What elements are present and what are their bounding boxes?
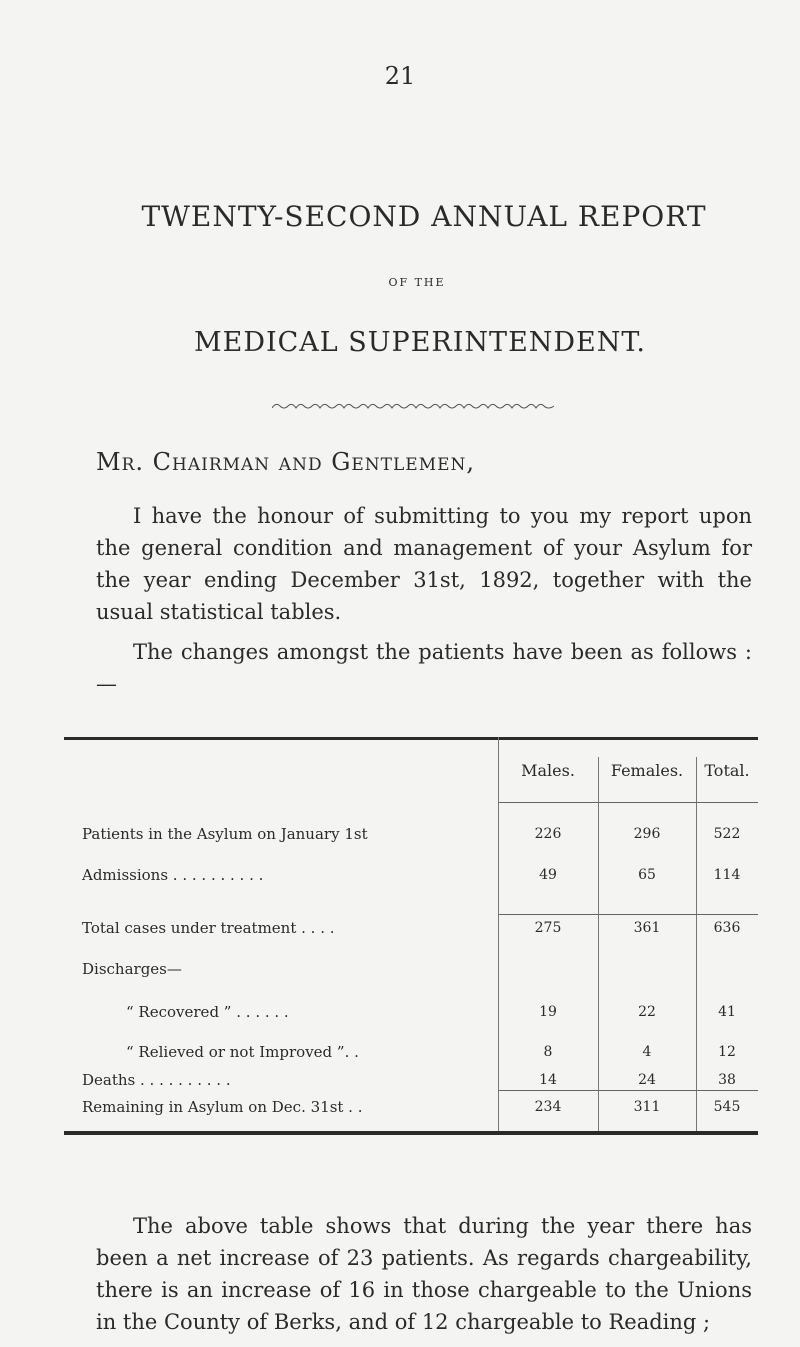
changes-paragraph: The changes amongst the patients have been as follows :—	[96, 640, 752, 696]
cell-males: 226	[534, 826, 562, 842]
cell-males: 275	[534, 920, 562, 936]
table-top-rule	[64, 737, 758, 740]
row-label: Admissions . . . . . . . . . .	[82, 866, 264, 884]
title-connector: OF THE	[388, 276, 446, 289]
cell-females: 296	[633, 826, 661, 842]
report-subtitle: MEDICAL SUPERINTENDENT.	[193, 327, 647, 358]
row-label: Remaining in Asylum on Dec. 31st . .	[82, 1098, 363, 1116]
column-header-total: Total.	[704, 761, 750, 780]
cell-total: 522	[713, 826, 741, 842]
cell-males: 19	[539, 1004, 557, 1020]
cell-total: 636	[713, 920, 741, 936]
cell-total: 114	[713, 867, 741, 883]
cell-males: 8	[543, 1044, 553, 1060]
cell-females: 24	[638, 1072, 656, 1088]
wave-ornament	[272, 400, 554, 412]
summary-paragraph: The above table shows that during the year there has been a net increase of 23 patients. As regards chargeability, there is an increase of 16 in those chargeable to the Unions in the County of Berks, and of 12 chargeable to Reading ;	[96, 1214, 752, 1334]
cell-males: 49	[539, 867, 557, 883]
total-rule	[498, 1090, 758, 1091]
cell-total: 12	[718, 1044, 736, 1060]
cell-females: 22	[638, 1004, 656, 1020]
row-label: “ Relieved or not Improved ”. .	[126, 1043, 359, 1061]
salutation: Mr. Chairman and Gentlemen,	[96, 448, 476, 476]
column-header-females: Females.	[610, 761, 684, 780]
page-number: 21	[384, 62, 416, 90]
subtotal-rule	[498, 914, 758, 915]
row-label: Deaths . . . . . . . . . .	[82, 1071, 231, 1089]
patient-changes-table	[64, 737, 758, 1135]
table-bottom-rule	[64, 1131, 758, 1135]
cell-females: 4	[642, 1044, 652, 1060]
cell-females: 65	[638, 867, 656, 883]
cell-females: 361	[633, 920, 661, 936]
row-label: Patients in the Asylum on January 1st	[82, 825, 368, 843]
intro-paragraph: I have the honour of submitting to you my report upon the general condition and management of your Asylum for the year ending December 31st, 1892, together with the usual statistical tables.	[96, 504, 752, 624]
header-underline	[498, 802, 758, 803]
cell-males: 14	[539, 1072, 557, 1088]
cell-males: 234	[534, 1099, 562, 1115]
row-label: Total cases under treatment . . . .	[82, 919, 335, 937]
cell-total: 545	[713, 1099, 741, 1115]
cell-total: 38	[718, 1072, 736, 1088]
cell-females: 311	[633, 1099, 661, 1115]
row-label: “ Recovered ” . . . . . .	[126, 1003, 289, 1021]
column-header-males: Males.	[521, 761, 575, 780]
cell-total: 41	[718, 1004, 736, 1020]
row-label-discharges: Discharges—	[82, 960, 182, 978]
report-title: TWENTY-SECOND ANNUAL REPORT	[141, 200, 707, 233]
